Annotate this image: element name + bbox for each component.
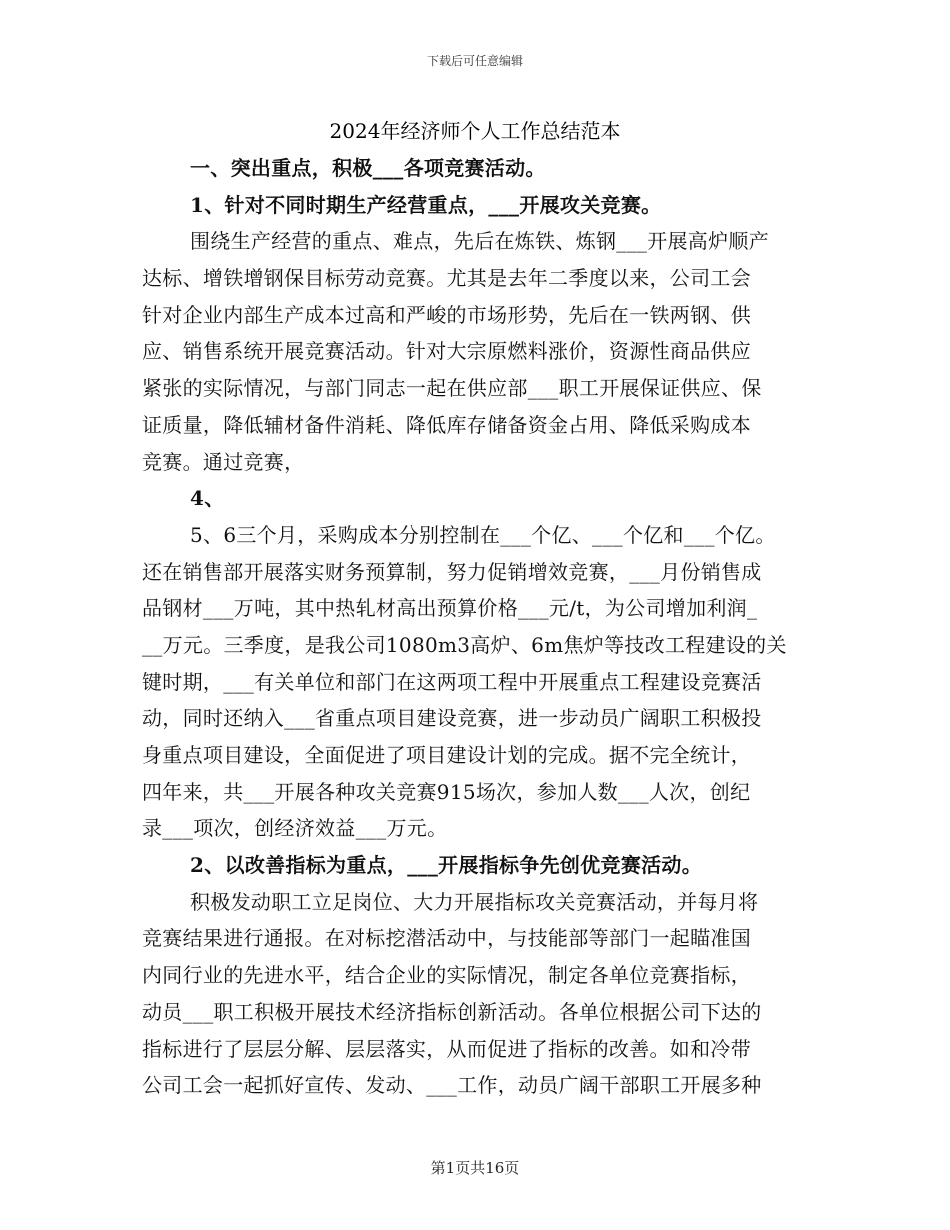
section-heading-line: 一、突出重点，积极___各项竞赛活动。 bbox=[190, 156, 546, 180]
document-body bbox=[142, 150, 812, 1104]
body-text-line: 品钢材___万吨，其中热轧材高出预算价格___元/t，为公司增加利润_ bbox=[142, 596, 758, 621]
body-text-line: 应、销售系统开展竞赛活动。针对大宗原燃料涨价，资源性商品供应 bbox=[142, 339, 751, 364]
body-text-line: 动，同时还纳入___省重点项目建设竞赛，进一步动员广阔职工积极投 bbox=[142, 706, 762, 731]
body-text-line: 竞赛结果进行通报。在对标挖潜活动中，与技能部等部门一起瞄准国 bbox=[142, 926, 751, 951]
body-text-line: 身重点项目建设，全面促进了项目建设计划的完成。据不完全统计， bbox=[142, 743, 751, 767]
body-text-line: 紧张的实际情况，与部门同志一起在供应部___职工开展保证供应、保 bbox=[142, 376, 762, 401]
body-text-line: 积极发动职工立足岗位、大力开展指标攻关竞赛活动，并每月将 bbox=[190, 889, 759, 914]
document-title: 2024年经济师个人工作总结范本 bbox=[329, 119, 621, 143]
body-text-line: 5、6三个月，采购成本分别控制在___个亿、___个亿和___个亿。 bbox=[190, 522, 776, 547]
body-text-line: 围绕生产经营的重点、难点，先后在炼铁、炼钢___开展高炉顺产 bbox=[190, 229, 769, 254]
body-text-line: 录___项次，创经济效益___万元。 bbox=[142, 816, 448, 841]
body-text-line: 动员___职工积极开展技术经济指标创新活动。各单位根据公司下达的 bbox=[142, 999, 762, 1024]
body-text-line: 公司工会一起抓好宣传、发动、___工作，动员广阔干部职工开展多种 bbox=[142, 1073, 762, 1098]
body-text-line: 还在销售部开展落实财务预算制，努力促销增效竞赛，___月份销售成 bbox=[142, 559, 762, 584]
body-text-line: 针对企业内部生产成本过高和严峻的市场形势，先后在一铁两钢、供 bbox=[142, 302, 751, 327]
body-text-line: 竞赛。通过竞赛， bbox=[142, 449, 305, 474]
body-text-line: 指标进行了层层分解、层层落实，从而促进了指标的改善。如和冷带 bbox=[142, 1036, 751, 1061]
section-heading-line: 2、以改善指标为重点，___开展指标争先创优竞赛活动。 bbox=[190, 853, 703, 878]
section-heading-line: 4、 bbox=[190, 486, 225, 511]
body-text-line: __万元。三季度，是我公司1080m3高炉、6m焦炉等技改工程建设的关 bbox=[142, 632, 787, 657]
section-heading-line: 1、针对不同时期生产经营重点，___开展攻关竞赛。 bbox=[190, 192, 662, 217]
body-text-line: 内同行业的先进水平，结合企业的实际情况，制定各单位竞赛指标， bbox=[142, 963, 751, 988]
page-footer: 第1页共16页 bbox=[430, 1159, 520, 1177]
body-text-line: 键时期，___有关单位和部门在这两项工程中开展重点工程建设竞赛活 bbox=[142, 669, 762, 694]
body-text-line: 证质量，降低辅材备件消耗、降低库存储备资金占用、降低采购成本 bbox=[142, 412, 751, 437]
body-text-line: 四年来，共___开展各种攻关竞赛915场次，参加人数___人次，创纪 bbox=[142, 779, 751, 804]
body-text-line: 达标、增铁增钢保目标劳动竞赛。尤其是去年二季度以来，公司工会 bbox=[142, 266, 751, 291]
page-header: 下载后可任意编辑 bbox=[426, 54, 523, 68]
